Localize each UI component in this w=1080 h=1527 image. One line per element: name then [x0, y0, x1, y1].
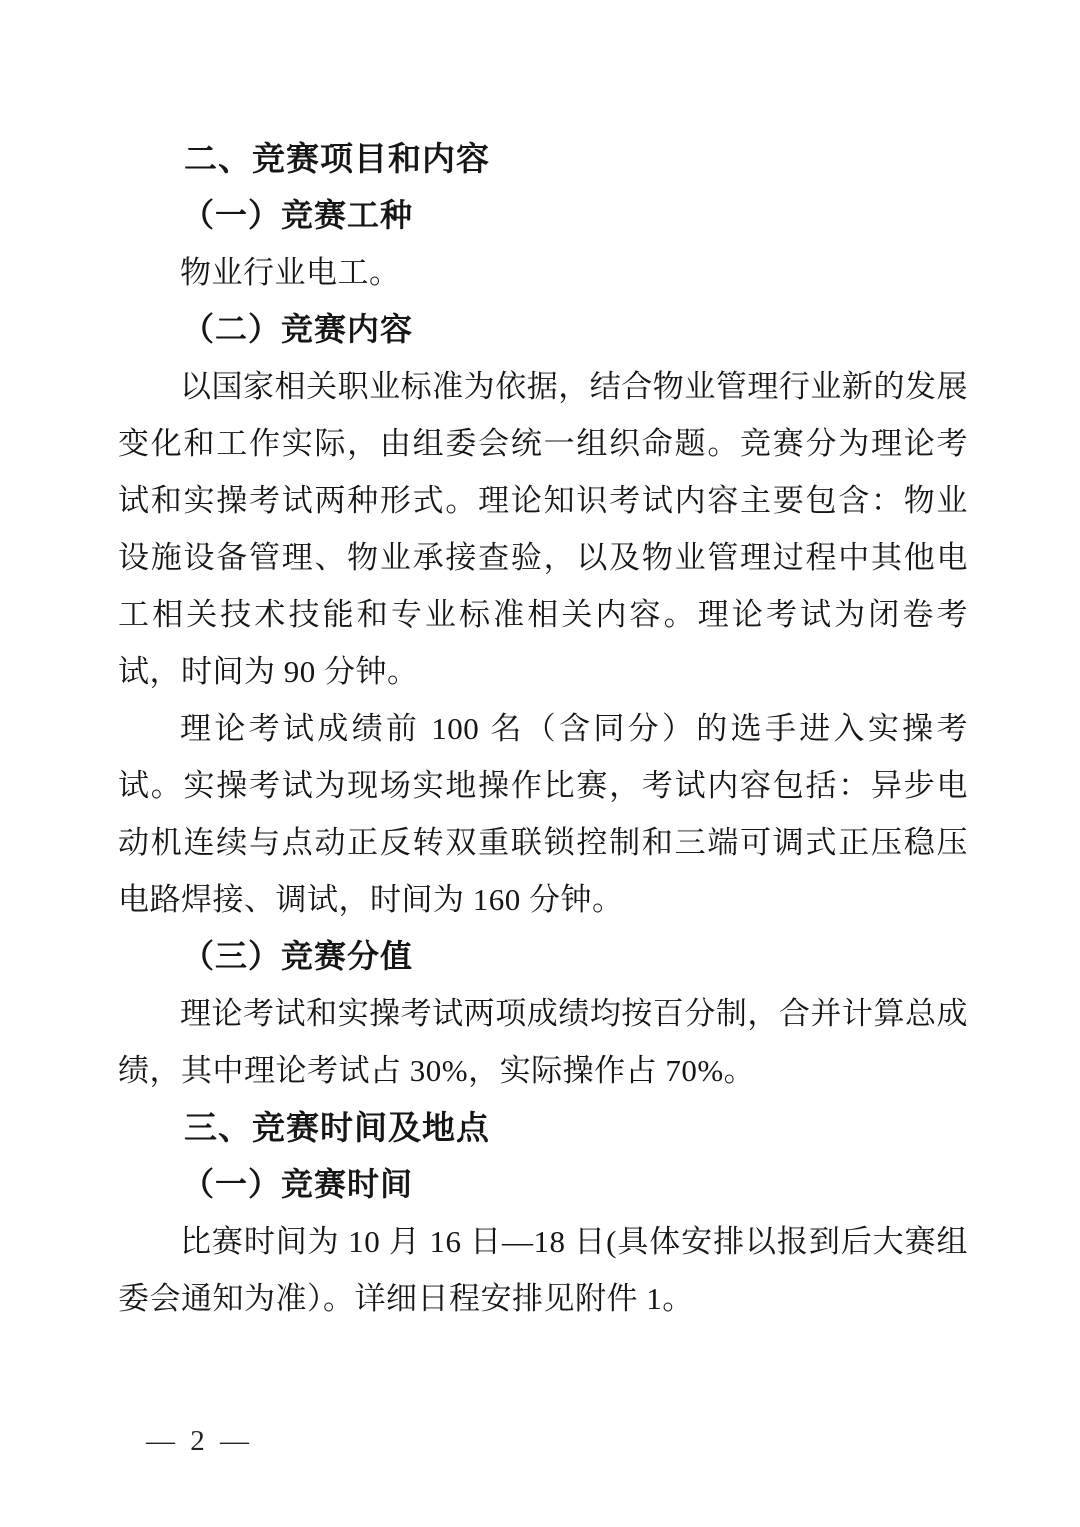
paragraph-competition-trade: 物业行业电工。 [180, 255, 401, 290]
subheading-competition-trade: （一）竞赛工种 [182, 197, 414, 233]
paragraph-practical-exam: 理论考试成绩前 100 名（含同分）的选手进入实操考试。实操考试为现场实地操作比赛，考试内容包括：异步电动机连续与点动正反转双重联锁控制和三端可调式正压稳压电路焊接、调试，时间为 160 分钟。 [118, 711, 968, 917]
subheading-competition-content: （二）竞赛内容 [182, 311, 414, 347]
paragraph-theory-exam: 以国家相关职业标准为依据，结合物业管理行业新的发展变化和工作实际，由组委会统一组织命题。竞赛分为理论考试和实操考试两种形式。理论知识考试内容主要包含：物业设施设备管理、物业承接查验，以及物业管理过程中其他电工相关技术技能和专业标准相关内容。理论考试为闭卷考试，时间为 90 分钟。 [118, 369, 968, 689]
section-heading-competition-items: 二、竞赛项目和内容 [184, 140, 490, 177]
paragraph-competition-time: 比赛时间为 10 月 16 日—18 日(具体安排以报到后大赛组委会通知为准）。详细日程安排见附件 1。 [118, 1224, 968, 1316]
subheading-competition-score: （三）竞赛分值 [182, 938, 414, 974]
page-number: — 2 — [146, 1425, 253, 1457]
document-content [118, 130, 968, 1327]
subheading-competition-time: （一）竞赛时间 [182, 1166, 414, 1202]
paragraph-score-weights: 理论考试和实操考试两项成绩均按百分制，合并计算总成绩，其中理论考试占 30%，实际操作占 70%。 [118, 996, 968, 1088]
section-heading-time-location: 三、竞赛时间及地点 [184, 1109, 490, 1146]
